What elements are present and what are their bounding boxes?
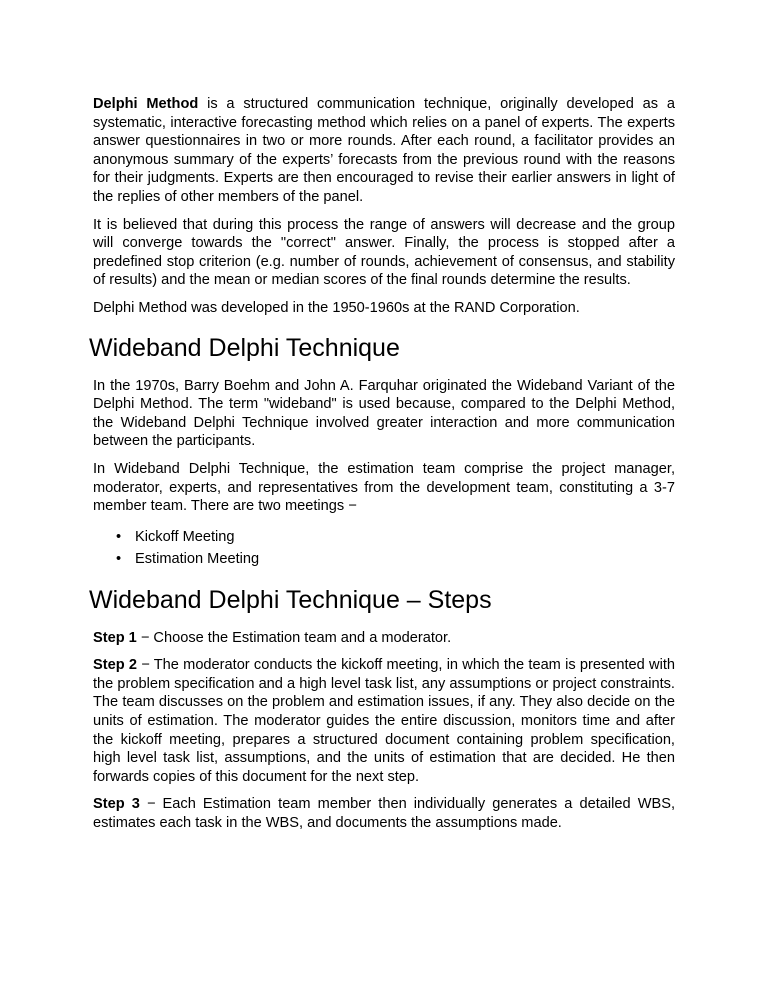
bullet-icon: •: [116, 550, 122, 567]
bullet-icon: •: [116, 528, 122, 545]
step-3-label: Step 3: [93, 796, 140, 813]
section-heading-wideband-delphi: Wideband Delphi Technique: [89, 333, 400, 362]
wideband-paragraph-2: In Wideband Delphi Technique, the estimation team comprise the project manager, moderator, experts, and representatives from the development team, constituting a 3-7 member team. There are two meetings −: [93, 460, 675, 515]
meetings-list: [93, 526, 675, 570]
list-item-label: Estimation Meeting: [135, 550, 260, 567]
intro-paragraph-3: Delphi Method was developed in the 1950-1960s at the RAND Corporation.: [93, 299, 580, 316]
step-3-paragraph: [93, 795, 675, 832]
wideband-paragraph-1: In the 1970s, Barry Boehm and John A. Farquhar originated the Wideband Variant of the Delphi Method. The term "wideband" is used because, compared to the Delphi Method, the Wideband Delphi Technique involved greater interaction and more communication between the participants.: [93, 377, 675, 450]
step-2-label: Step 2: [93, 657, 137, 674]
list-item-label: Kickoff Meeting: [135, 528, 235, 545]
step-1-paragraph: [93, 629, 675, 648]
document-content: [89, 95, 676, 842]
intro-paragraph-2: It is believed that during this process the range of answers will decrease and the group will converge towards the "correct" answer. Finally, the process is stopped after a predefined stop criterion (e.g. number of rounds, achievement of consensus, and stability of results) and the mean or median scores of the final rounds determine the results.: [93, 216, 675, 289]
list-item: [116, 526, 675, 548]
section-heading-steps: Wideband Delphi Technique – Steps: [89, 585, 492, 614]
step-1-label: Step 1: [93, 629, 137, 646]
step-2-text: − The moderator conducts the kickoff meeting, in which the team is presented with the problem specification and a high level task list, any assumptions or project constraints. The team discusses on the problem and estimation issues, if any. They also decide on the units of estimation. The moderator guides the entire discussion, monitors time and after the kickoff meeting, prepares a structured document containing problem specification, high level task list, assumptions, and the units of estimation that are decided. He then forwards copies of this document for the next step.: [93, 657, 675, 785]
intro-paragraph-1: [93, 95, 675, 207]
intro-paragraph-1-text: is a structured communication technique, originally developed as a systematic, interactive forecasting method which relies on a panel of experts. The experts answer questionnaires in two or more rounds. After each round, a facilitator provides an anonymous summary of the experts’ forecasts from the previous round with the reasons for their judgments. Experts are then encouraged to revise their earlier answers in light of the replies of other members of the panel.: [93, 96, 675, 205]
step-1-text: − Choose the Estimation team and a moderator.: [136, 629, 452, 646]
list-item: [116, 548, 675, 570]
step-2-paragraph: [93, 656, 675, 786]
step-3-text: − Each Estimation team member then individually generates a detailed WBS, estimates each task in the WBS, and documents the assumptions made.: [93, 796, 676, 832]
delphi-method-term: Delphi Method: [93, 96, 199, 112]
